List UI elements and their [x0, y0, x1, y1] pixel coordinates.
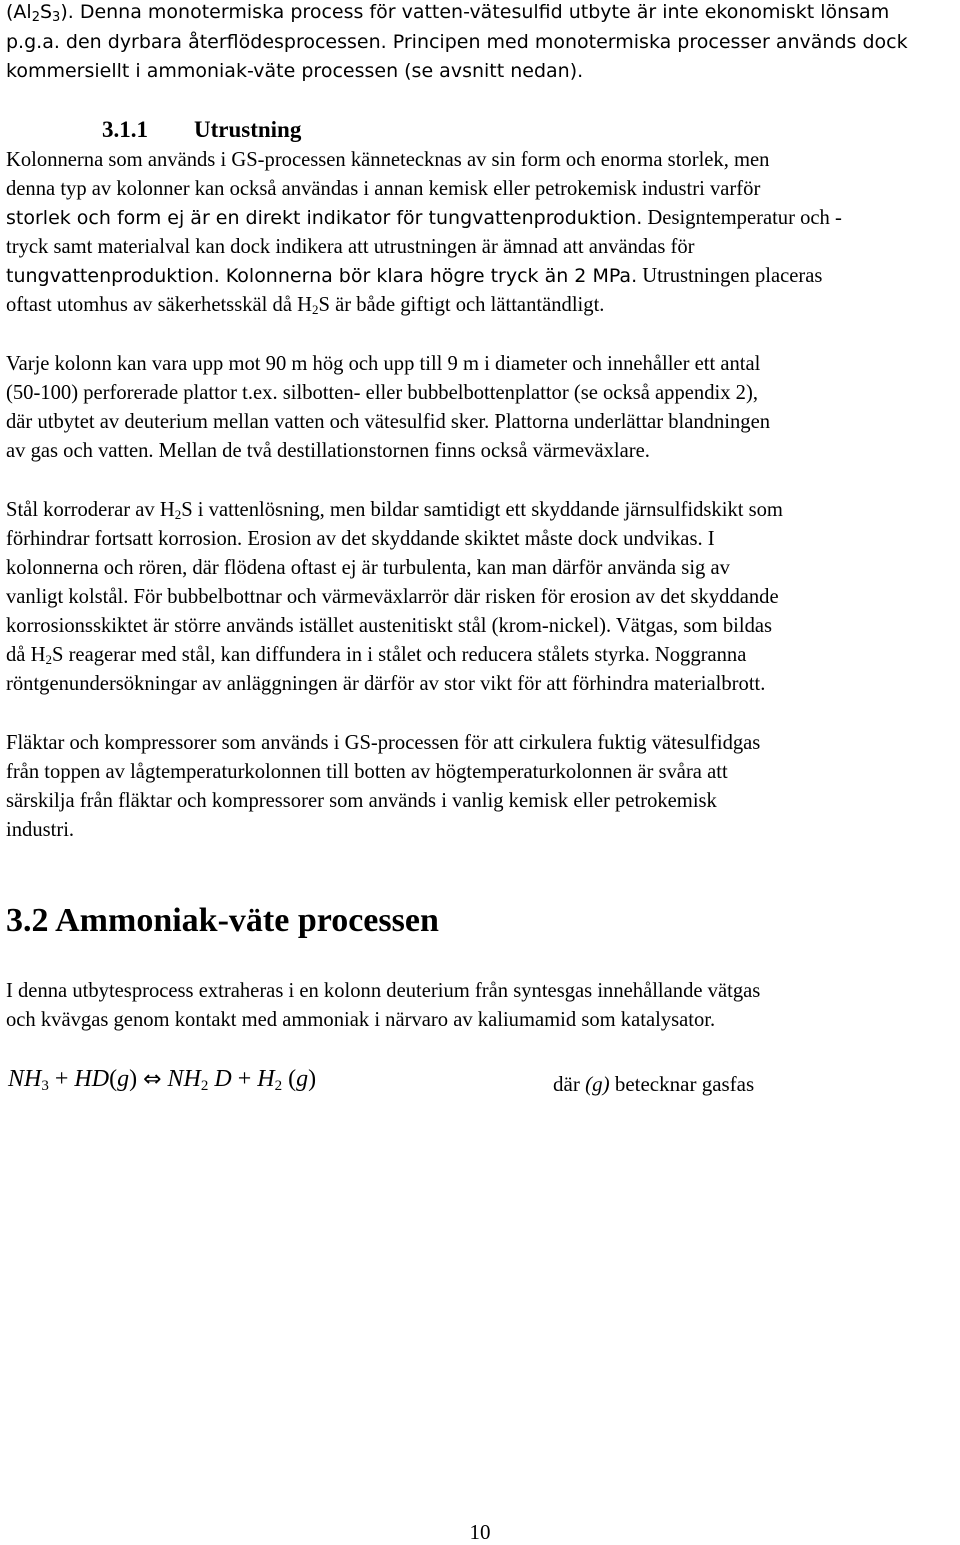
p3-line-2: förhindrar fortsatt korrosion. Erosion av det skyddande skiktet måste dock undvikas. I — [6, 528, 715, 550]
p4-line-4: industri. — [6, 819, 75, 841]
p1-line-3: storlek och form ej är en direkt indikator för tungvattenproduktion. Designtemperatur och - — [6, 207, 842, 229]
p2-line-1: Varje kolonn kan vara upp mot 90 m hög och upp till 9 m i diameter och innehåller ett antal — [6, 353, 761, 375]
p3-line-7: röntgenundersökningar av anläggningen är därför av stor vikt för att förhindra materialbrott. — [6, 673, 766, 695]
p1-line-2: denna typ av kolonner kan också användas i annan kemisk eller petrokemisk industri varför — [6, 178, 761, 200]
s32-line-1: I denna utbytesprocess extraheras i en kolonn deuterium från syntesgas innehållande vätgas — [6, 980, 761, 1002]
p1-line-1: Kolonnerna som används i GS-processen kännetecknas av sin form och enorma storlek, men — [6, 149, 770, 171]
equilibrium-arrow-icon: ⇔ — [143, 1067, 162, 1092]
p3-line-4: vanligt kolstål. För bubbelbottnar och värmeväxlarrör där risken för erosion av det skyddande — [6, 586, 779, 608]
p2-line-2: (50-100) perforerade plattor t.ex. silbotten- eller bubbelbottenplattor (se också appendix 2), — [6, 382, 758, 404]
intro-line-2: p.g.a. den dyrbara återflödesprocessen. Principen med monotermiska processer används dock — [6, 31, 908, 53]
p3-line-6: då H2S reagerar med stål, kan diffundera in i stålet och reducera stålets styrka. Noggranna — [6, 644, 747, 667]
page-number: 10 — [469, 1520, 491, 1544]
reaction-equation: $NH_3 + HD(g)$ ⇔ $NH_2$ $D + H_2$ (g) — [8, 1066, 317, 1094]
subsection-heading: 3.1.1 Utrustning — [102, 117, 302, 142]
intro-line-3: kommersiellt i ammoniak-väte processen (se avsnitt nedan). — [6, 60, 584, 82]
equation-note: där (g) betecknar gasfas — [553, 1072, 755, 1096]
p1-line-6: oftast utomhus av säkerhetsskäl då H2S är både giftigt och lättantändligt. — [6, 294, 605, 317]
p4-line-1: Fläktar och kompressorer som används i GS-processen för att cirkulera fuktig vätesulfidgas — [6, 732, 761, 754]
p3-line-5: korrosionsskiktet är större används istället austenitiskt stål (krom-nickel). Vätgas, som bildas — [6, 615, 773, 637]
p1-line-4: tryck samt materialval kan dock indikera att utrustningen är ämnad att användas för — [6, 236, 695, 258]
p3-line-3: kolonnerna och rören, där flödena oftast ej är turbulenta, kan man därför använda sig av — [6, 557, 730, 579]
intro-line-1: (Al2S3). Denna monotermiska process för vatten-vätesulfid utbyte är inte ekonomiskt lönsam — [6, 1, 890, 25]
s32-line-2: och kvävgas genom kontakt med ammoniak i närvaro av kaliumamid som katalysator. — [6, 1009, 716, 1031]
section-heading: 3.2 Ammoniak-väte processen — [6, 902, 439, 939]
p4-line-3: särskilja från fläktar och kompressorer som används i vanlig kemisk eller petrokemisk — [6, 790, 717, 812]
p1-line-5: tungvattenproduktion. Kolonnerna bör klara högre tryck än 2 MPa. Utrustningen placeras — [6, 265, 823, 287]
p3-line-1: Stål korroderar av H2S i vattenlösning, men bildar samtidigt ett skyddande järnsulfidskikt som — [6, 499, 783, 522]
p2-line-4: av gas och vatten. Mellan de två destillationstornen finns också värmeväxlare. — [6, 440, 650, 462]
p4-line-2: från toppen av lågtemperaturkolonnen till botten av högtemperaturkolonnen är svåra att — [6, 761, 728, 783]
p2-line-3: där utbytet av deuterium mellan vatten och vätesulfid sker. Plattorna underlättar blandningen — [6, 411, 771, 433]
